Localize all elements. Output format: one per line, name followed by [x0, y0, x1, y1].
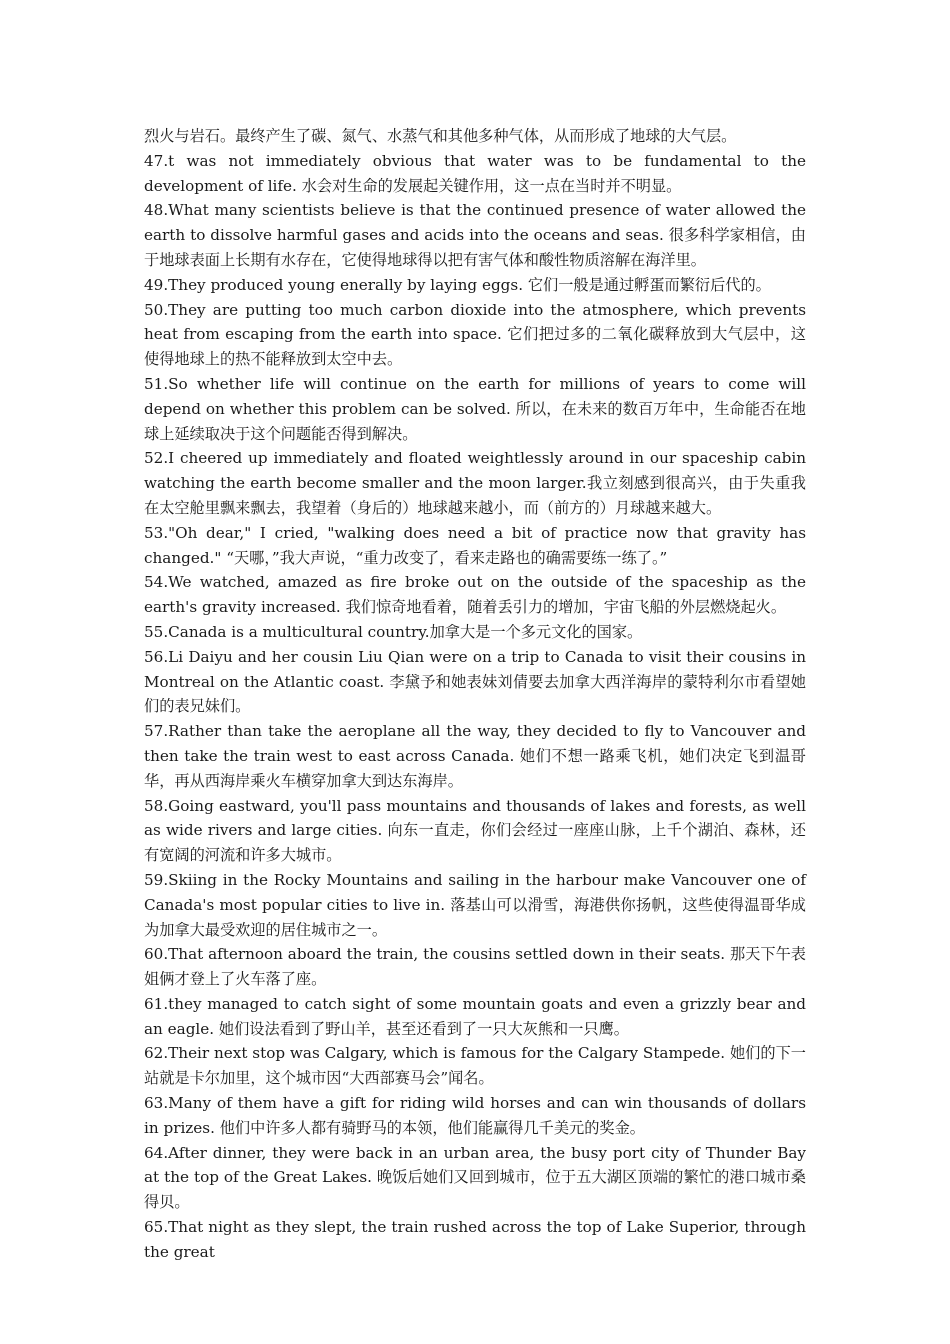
paragraph-61: 61.they managed to catch sight of some mountain goats and even a grizzly bear and an eagle. 她们设法看到了野山羊，甚至还看到了一只大灰熊和一只鹰。	[144, 994, 806, 1038]
paragraph-65: 65.That night as they slept, the train rushed across the top of Lake Superior, through the great	[144, 1218, 806, 1261]
paragraph-63: 63.Many of them have a gift for riding wild horses and can win thousands of dollars in prizes. 他们中许多人都有骑野马的本领，他们能赢得几千美元的奖金。	[144, 1094, 806, 1137]
paragraph-57: 57.Rather than take the aeroplane all the way, they decided to fly to Vancouver and then take the train west to east across Canada. 她们不想一路乘飞机，她们决定飞到温哥华，再从西海岸乘火车横穿加拿大到达东海岸。	[144, 722, 806, 790]
paragraph-50: 50.They are putting too much carbon dioxide into the atmosphere, which prevents heat from escaping from the earth into space. 它们把过多的二氧化碳释放到大气层中，这使得地球上的热不能释放到太空中去。	[144, 300, 806, 369]
paragraph-59: 59.Skiing in the Rocky Mountains and sailing in the harbour make Vancouver one of Canada's most popular cities to live in. 落基山可以滑雪，海港供你扬帆，这些使得温哥华成为加拿大最受欢迎的居住城市之一。	[144, 870, 806, 939]
paragraph-56: 56.Li Daiyu and her cousin Liu Qian were on a trip to Canada to visit their cousins in Montreal on the Atlantic coast. 李黛予和她表妹刘倩要去加拿大西洋海岸的蒙特利尔市看望她们的表兄妹们。	[144, 647, 806, 716]
paragraph-49: 49.They produced young enerally by laying eggs. 它们一般是通过孵蛋而繁衍后代的。	[144, 275, 771, 294]
paragraph-62: 62.Their next stop was Calgary, which is famous for the Calgary Stampede. 她们的下一站就是卡尔加里，这个城市因“大西部赛马会”闻名。	[144, 1044, 806, 1088]
paragraph-54: 54.We watched, amazed as fire broke out on the outside of the spaceship as the earth's gravity increased. 我们惊奇地看着，随着丢引力的增加，宇宙飞船的外层燃烧起火。	[144, 573, 806, 617]
paragraph-52: 52.I cheered up immediately and floated weightlessly around in our spaceship cabin watching the earth become smaller and the moon larger.我立刻感到很高兴，由于失重我在太空舱里飘来飘去，我望着（身后的）地球越来越小，而（前方的）月球越来越大。	[144, 449, 806, 517]
paragraph-51: 51.So whether life will continue on the earth for millions of years to come will depend on whether this problem can be solved. 所以，在未来的数百万年中，生命能否在地球上延续取决于这个问题能否得到解决。	[144, 374, 806, 443]
lead-line: 烈火与岩石。最终产生了碳、氮气、水蒸气和其他多种气体，从而形成了地球的大气层。	[144, 127, 737, 145]
paragraph-55: 55.Canada is a multicultural country.加拿大是一个多元文化的国家。	[144, 622, 643, 641]
paragraph-58: 58.Going eastward, you'll pass mountains and thousands of lakes and forests, as well as wide rivers and large cities. 向东一直走，你们会经过一座座山脉，上千个湖泊、森林，还有宽阔的河流和许多大城市。	[144, 796, 806, 865]
paragraph-48: 48.What many scientists believe is that the continued presence of water allowed the earth to dissolve harmful gases and acids into the oceans and seas. 很多科学家相信，由于地球表面上长期有水存在，它使得地球得以把有害气体和酸性物质溶解在海洋里。	[144, 201, 806, 269]
paragraph-60: 60.That afternoon aboard the train, the cousins settled down in their seats. 那天下午表姐俩才登上了火车落了座。	[144, 945, 806, 989]
paragraph-47: 47.t was not immediately obvious that water was to be fundamental to the development of life. 水会对生命的发展起关键作用，这一点在当时并不明显。	[144, 151, 806, 195]
paragraph-64: 64.After dinner, they were back in an urban area, the busy port city of Thunder Bay at the top of the Great Lakes. 晚饭后她们又回到城市，位于五大湖区顶端的繁忙的港口城市桑得贝。	[144, 1143, 806, 1212]
paragraph-53: 53."Oh dear," I cried, "walking does need a bit of practice now that gravity has changed." “天哪，”我大声说，“重力改变了，看来走路也的确需要练一练了。”	[144, 523, 806, 567]
document-page	[144, 124, 806, 1265]
